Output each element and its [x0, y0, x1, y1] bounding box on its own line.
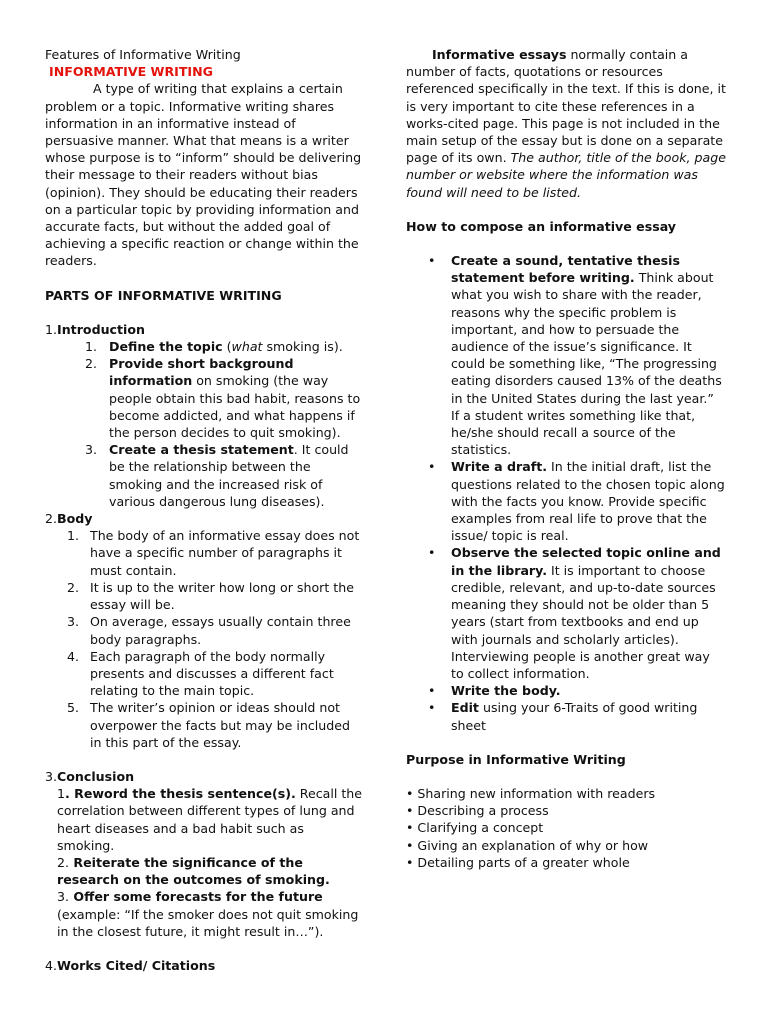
list-item: • Clarifying a concept [406, 820, 544, 836]
purpose-list [406, 785, 726, 871]
bullet-icon: • [428, 253, 436, 269]
list-item: 3. Offer some forecasts for the future (example: “If the smoker does not quit smoking in the closest future, it might result in…”). [57, 889, 359, 939]
document-title: Features of Informative Writing [45, 47, 241, 62]
red-heading-text: INFORMATIVE WRITING [49, 64, 213, 80]
list-item: • Edit using your 6-Traits of good writing sheet [428, 700, 698, 733]
list-item: 1. Define the topic (what smoking is). [85, 339, 343, 355]
list-item: • Giving an explanation of why or how [406, 837, 649, 853]
informative-essays-paragraph: Informative essays normally contain a number of facts, quotations or resources referenced specifically in the text. If this is done, it is very important to cite these references in a works-cited page. This page is not included in the main setup of the essay but is done on a separate page of its own. The author, title of the book, page number or website where the information was found will need to be listed. [406, 47, 726, 200]
conclusion-list [45, 785, 365, 940]
list-item: • Write the body. [428, 683, 561, 699]
conclusion-heading: 3.Conclusion [45, 768, 135, 784]
list-item: 5. The writer’s opinion or ideas should not overpower the facts but may be included in this part of the essay. [67, 700, 350, 750]
works-cited-heading: 4.Works Cited/ Citations [45, 957, 216, 973]
compose-list [406, 252, 726, 734]
list-item: • Describing a process [406, 803, 549, 819]
list-item: • Detailing parts of a greater whole [406, 854, 630, 870]
list-item: 2. It is up to the writer how long or short the essay will be. [67, 579, 354, 613]
bullet-icon: • [428, 683, 436, 699]
left-column [45, 46, 365, 974]
introduction-heading: 1.Introduction [45, 321, 145, 337]
compose-heading: How to compose an informative essay [406, 218, 677, 234]
introduction-list [45, 338, 365, 510]
list-item: • Write a draft. In the initial draft, list the questions related to the chosen topic along with the facts you know. Provide specific examples from real life to prove that the issue/ topic is real. [428, 459, 725, 544]
right-column [406, 46, 726, 871]
list-item: 3. Create a thesis statement. It could be the relationship between the smoking and the increased risk of various dangerous lung diseases). [85, 442, 349, 509]
list-item: 4. Each paragraph of the body normally presents and discusses a different fact relating to the main topic. [67, 648, 334, 699]
bullet-icon: • [428, 700, 436, 716]
list-item: • Create a sound, tentative thesis statement before writing. Think about what you wish to share with the reader, reasons why the specific problem is important, and how to persuade the audience of the issue’s significance. It could be something like, “The progressing eating disorders caused 13% of the deaths in the United States during the last year.” If a student writes something like that, he/she should recall a source of the statistics. [428, 253, 722, 458]
list-item: 1. Reword the thesis sentence(s). Recall the correlation between different types of lung and heart diseases and a bad habit such as smoking. [57, 786, 363, 853]
body-list [45, 527, 365, 751]
list-item: • Observe the selected topic online and in the library. It is important to choose credible, relevant, and up-to-date sources meaning they should not be older than 5 years (start from textbooks and end up with journals and scholarly articles). Interviewing people is another great way to collect information. [428, 545, 721, 681]
list-item: 2. Provide short background information on smoking (the way people obtain this bad habit, reasons to become addicted, and what happens if the person decides to quit smoking). [85, 356, 361, 441]
list-item: • Sharing new information with readers [406, 785, 656, 801]
list-item: 2. Reiterate the significance of the research on the outcomes of smoking. [57, 854, 330, 888]
bullet-icon: • [428, 545, 436, 561]
purpose-heading: Purpose in Informative Writing [406, 751, 626, 767]
bullet-icon: • [428, 459, 436, 475]
list-item: 1. The body of an informative essay does not have a specific number of paragraphs it must contain. [67, 528, 360, 578]
red-heading [45, 63, 365, 80]
body-heading: 2.Body [45, 511, 93, 527]
intro-paragraph: A type of writing that explains a certain problem or a topic. Informative writing shares information in an informative instead of persuasive manner. What that means is a writer whose purpose is to “inform” should be delivering their message to their readers without bias (opinion). They should be educating their readers on a particular topic by providing information and accurate facts, but without the added goal of achieving a specific reaction or change within the readers. [45, 81, 362, 269]
parts-heading: PARTS OF INFORMATIVE WRITING [45, 287, 282, 303]
list-item: 3. On average, essays usually contain three body paragraphs. [67, 614, 351, 647]
